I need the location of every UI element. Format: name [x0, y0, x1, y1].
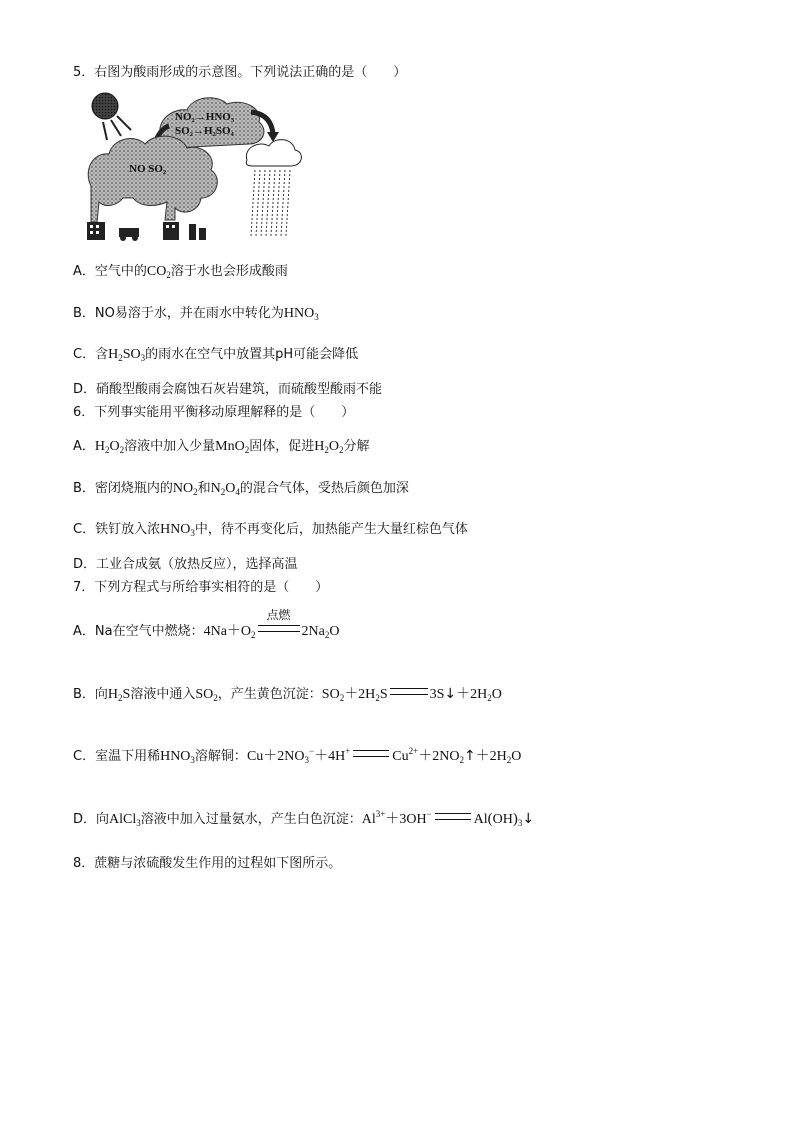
- acid-rain-figure: [83, 90, 305, 242]
- smoke-cloud: [88, 136, 217, 222]
- q5-option-b: B．NO易溶于水，并在雨水中转化为$HNO_3$: [73, 306, 319, 322]
- reaction-condition: 点燃: [256, 623, 302, 641]
- q5-option-a: A．空气中的$CO_2$溶于水也会形成酸雨: [73, 264, 288, 280]
- factory-icons: [87, 222, 206, 241]
- q6-stem: 6．下列事实能用平衡移动原理解释的是（ ）: [73, 405, 355, 420]
- fig-label-top-2: SO₂→H₂SO₄: [175, 125, 234, 137]
- q5-option-c: C．含$H_2SO_3$的雨水在空气中放置其pH可能会降低: [73, 347, 359, 363]
- q6-option-a: A．$H_2O_2$溶液中加入少量MnO$_2$固体，促进$H_2O_2$分解: [73, 439, 370, 455]
- q7-option-b: B．向$H_2S$溶液中通入$SO_2$，产生黄色沉淀：$SO_2+2H_2S$ $3S↓+2H_2O$: [73, 686, 502, 703]
- q6-option-b: B．密闭烧瓶内的$NO_2$和$N_2O_4$的混合气体，受热后颜色加深: [73, 481, 409, 497]
- q8-stem: 8．蔗糖与浓硫酸发生作用的过程如下图所示。: [73, 856, 342, 871]
- q5-stem: 5．右图为酸雨形成的示意图。下列说法正确的是（ ）: [73, 65, 407, 80]
- fig-label-mid: NO SO₂: [129, 163, 167, 175]
- rain-cloud: [246, 140, 301, 236]
- q7-option-d: D．向AlCl$_3$溶液中加入过量氨水，产生白色沉淀：$Al^{3+}+3OH^-$ $Al(OH)_3↓$: [73, 809, 535, 828]
- sun-icon: [92, 93, 131, 140]
- q7-option-c: C．室温下用稀$HNO_3$溶解铜：$Cu+2NO_3^-+4H^+$ $Cu^{2+}+2NO_2↑+2H_2O$: [73, 746, 522, 765]
- fig-label-top-1: NO₂→HNO₃: [175, 111, 235, 123]
- q7-option-a: A．Na在空气中燃烧：$4Na+O_2$ 点燃 $2Na_2O$: [73, 608, 340, 640]
- q6-option-c: C．铁钉放入浓$HNO_3$中，待不再变化后，加热能产生大量红棕色气体: [73, 522, 468, 538]
- q6-option-d: D．工业合成氨（放热反应），选择高温: [73, 557, 298, 572]
- q7-stem: 7．下列方程式与所给事实相符的是（ ）: [73, 580, 329, 595]
- q5-option-d: D．硝酸型酸雨会腐蚀石灰岩建筑，而硫酸型酸雨不能: [73, 382, 383, 397]
